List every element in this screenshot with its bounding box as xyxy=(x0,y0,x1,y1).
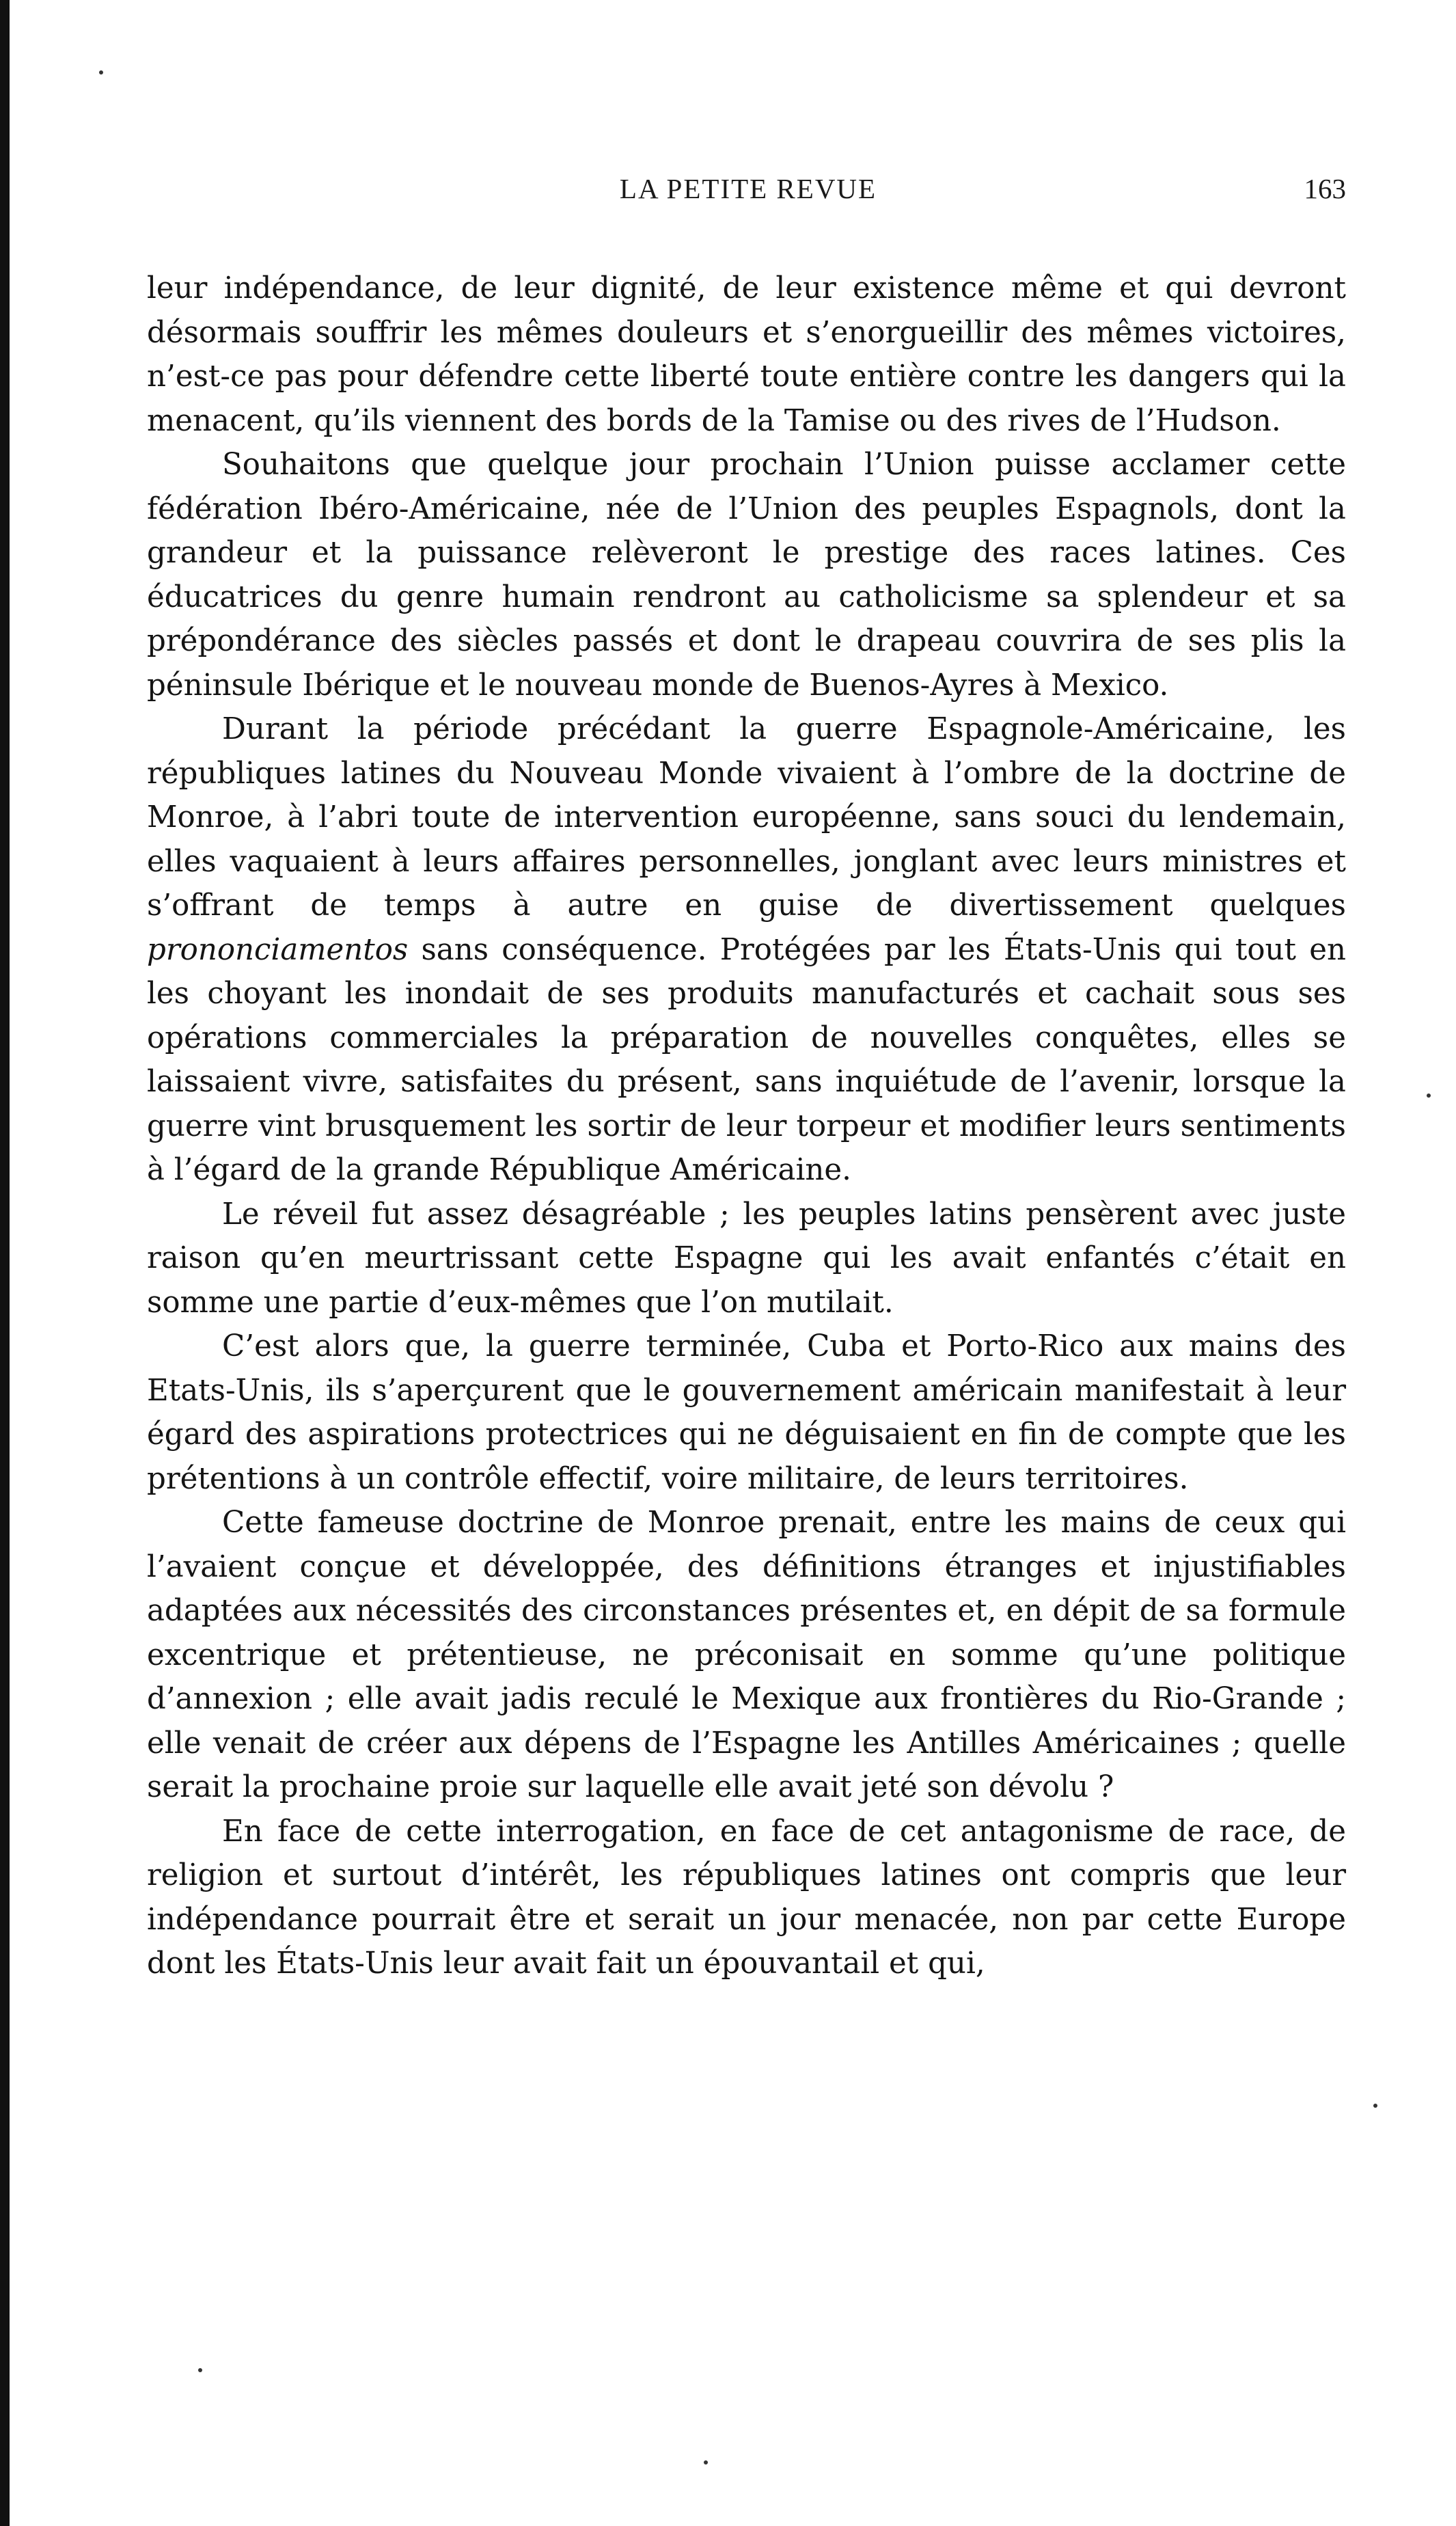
italic-term: prononciamentos xyxy=(147,932,409,967)
scan-speck xyxy=(1427,1094,1431,1098)
page-header xyxy=(150,172,1346,213)
paragraph xyxy=(147,707,1346,1193)
paragraph-text: sans conséquence. Protégées par les États-Unis qui tout en les choyant les inondait de ses produits manufacturés et cachait sous ses opérations commerciales la préparation de nouvelles conquêtes, elles se laissaient vivre, satisfaites du présent, sans inquiétude de l’avenir, lorsque la guerre vint brusquement les sortir de leur torpeur et modifier leurs sentiments à l’égard de la grande République Américaine. xyxy=(147,932,1346,1187)
article-body xyxy=(147,267,1346,1986)
paragraph: C’est alors que, la guerre terminée, Cuba et Porto-Rico aux mains des Etats-Unis, ils s’aperçurent que le gouvernement américain manifestait à leur égard des aspirations protectrices qui ne déguisaient en fin de compte que les prétentions à un contrôle effectif, voire militaire, de leurs territoires. xyxy=(147,1329,1346,1496)
page-number: 163 xyxy=(1304,173,1346,204)
paragraph-text: Durant la période précédant la guerre Espagnole-Américaine, les républiques latines du Nouveau Monde vivaient à l’ombre de la doctrine de Monroe, à l’abri toute de intervention européenne, sans souci du lendemain, elles vaquaient à leurs affaires personnelles, jonglant avec leurs ministres et s’offrant de temps à autre en guise de divertissement quelques xyxy=(147,712,1346,923)
scan-speck xyxy=(99,70,103,74)
scan-speck xyxy=(704,2460,708,2464)
paragraph: Souhaitons que quelque jour prochain l’Union puisse acclamer cette fédération Ibéro-Américaine, née de l’Union des peuples Espagnols, dont la grandeur et la puissance relèveront le prestige des races latines. Ces éducatrices du genre humain rendront au catholicisme sa splendeur et sa prépondérance des siècles passés et dont le drapeau couvrira de ses plis la péninsule Ibérique et le nouveau monde de Buenos-Ayres à Mexico. xyxy=(147,448,1346,703)
running-title: LA PETITE REVUE xyxy=(619,173,877,204)
paragraph: Le réveil fut assez désagréable ; les peuples latins pensèrent avec juste raison qu’en meurtrissant cette Espagne qui les avait enfantés c’était en somme une partie d’eux-mêmes que l’on mutilait. xyxy=(147,1197,1346,1320)
paragraph: Cette fameuse doctrine de Monroe prenait, entre les mains de ceux qui l’avaient conçue et développée, des définitions étranges et injustifiables adaptées aux nécessités des circonstances présentes et, en dépit de sa formule excentrique et prétentieuse, ne préconisait en somme qu’une politique d’annexion ; elle avait jadis reculé le Mexique aux frontières du Rio-Grande ; elle venait de créer aux dépens de l’Espagne les Antilles Américaines ; quelle serait la prochaine proie sur laquelle elle avait jeté son dévolu ? xyxy=(147,1506,1346,1804)
scan-speck xyxy=(1373,2104,1377,2108)
page-edge-shadow xyxy=(0,0,10,2526)
paragraph: En face de cette interrogation, en face de cet antagonisme de race, de religion et surtout d’intérêt, les républiques latines ont compris que leur indépendance pourrait être et serait un jour menacée, non par cette Europe dont les États-Unis leur avait fait un épouvantail et qui, xyxy=(147,1814,1346,1981)
scan-speck xyxy=(198,2368,202,2372)
paragraph: leur indépendance, de leur dignité, de leur existence même et qui devront désormais souffrir les mêmes douleurs et s’enorgueillir des mêmes victoires, n’est-ce pas pour défendre cette liberté toute entière contre les dangers qui la menacent, qu’ils viennent des bords de la Tamise ou des rives de l’Hudson. xyxy=(147,271,1346,438)
